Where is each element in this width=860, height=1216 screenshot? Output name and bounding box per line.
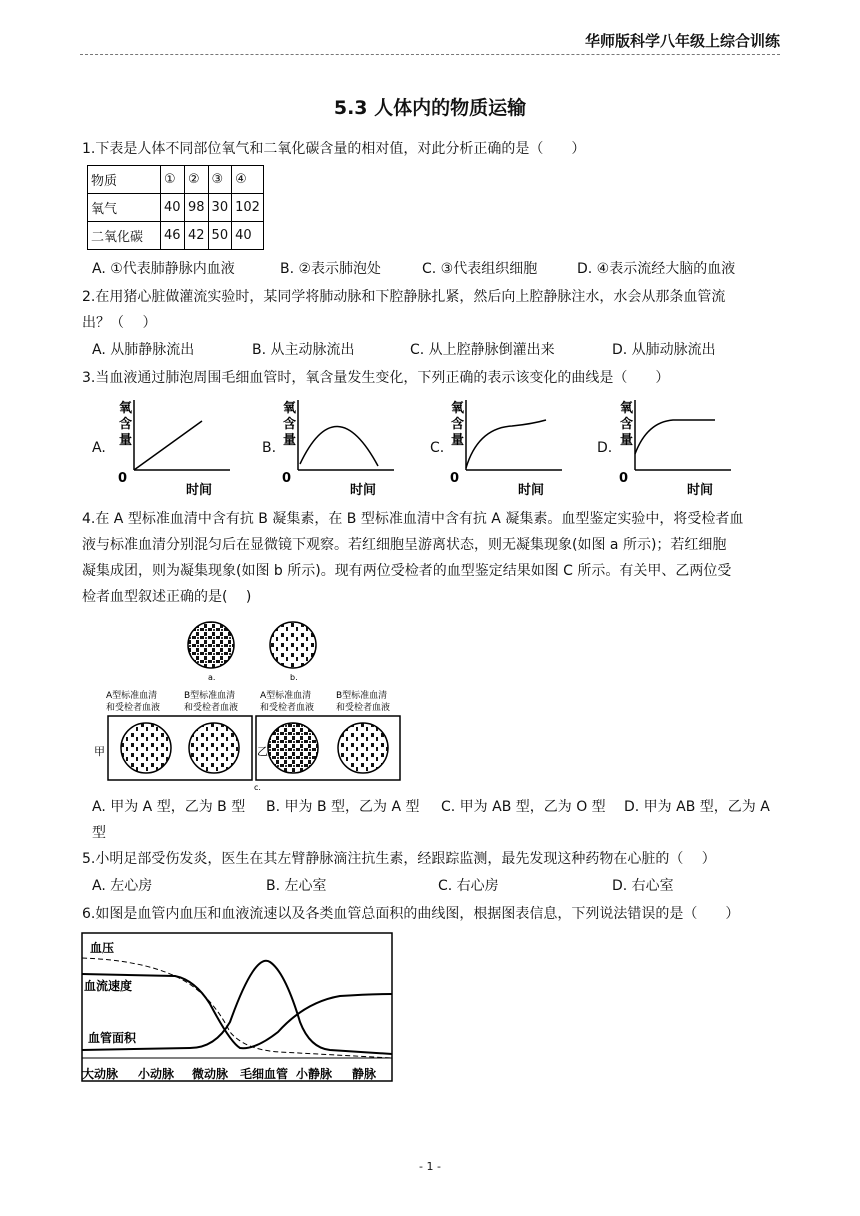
question-2-stem bbox=[82, 284, 782, 336]
question-4-line: 液与标准血清分别混匀后在显微镜下观察。若红细胞呈游离状态，则无凝集现象(如图 a 所示)；若红细胞 bbox=[82, 537, 727, 553]
curve-c bbox=[466, 420, 546, 468]
option-d[interactable]: D. 右心室 bbox=[612, 878, 674, 894]
vessel-label: 毛细血管 bbox=[240, 1067, 289, 1081]
option-c[interactable]: C. ③代表组织细胞 bbox=[422, 261, 538, 277]
svg-text:时间: 时间 bbox=[350, 483, 377, 498]
curve-d bbox=[635, 420, 715, 454]
graph-d-svg bbox=[611, 398, 741, 498]
svg-text:氧: 氧 bbox=[620, 401, 634, 416]
y-axis-label-3: 量 bbox=[119, 433, 133, 448]
label-area: 血管面积 bbox=[88, 1031, 137, 1045]
sample-b bbox=[270, 622, 316, 668]
oxygen-co2-table bbox=[87, 165, 264, 250]
svg-text:时间: 时间 bbox=[687, 483, 714, 498]
curve-a bbox=[134, 421, 202, 470]
table-cell: 98 bbox=[185, 194, 209, 222]
option-d-wrap: 型 bbox=[92, 825, 106, 841]
table-cell: ① bbox=[161, 166, 185, 194]
graph-c-svg bbox=[442, 398, 572, 498]
label-c: c. bbox=[254, 783, 261, 792]
option-b[interactable]: B. 甲为 B 型，乙为 A 型 bbox=[266, 799, 420, 815]
svg-text:含: 含 bbox=[620, 417, 634, 432]
question-1-options bbox=[92, 258, 782, 280]
blood-vessel-graph bbox=[80, 932, 394, 1084]
option-a[interactable]: A. ①代表肺静脉内血液 bbox=[92, 261, 235, 277]
vessel-label: 大动脉 bbox=[82, 1067, 119, 1081]
option-c[interactable]: C. 从上腔静脉倒灌出来 bbox=[410, 342, 555, 358]
table-row bbox=[88, 194, 264, 222]
table-cell: 50 bbox=[208, 222, 232, 250]
option-b[interactable]: B. ②表示肺泡处 bbox=[280, 261, 382, 277]
option-d[interactable]: D. 从肺动脉流出 bbox=[612, 342, 716, 358]
col-label: 和受检者血液 bbox=[260, 703, 315, 713]
label-jia: 甲 bbox=[94, 745, 105, 758]
option-a[interactable]: A. 从肺静脉流出 bbox=[92, 342, 195, 358]
origin-label: 0 bbox=[118, 471, 128, 486]
table-cell: 46 bbox=[161, 222, 185, 250]
graph-a-svg bbox=[110, 398, 240, 498]
vessel-label: 小动脉 bbox=[138, 1067, 175, 1081]
table-cell: 二氧化碳 bbox=[88, 222, 161, 250]
svg-text:氧: 氧 bbox=[451, 401, 465, 416]
page-number: - 1 - bbox=[419, 1160, 441, 1173]
vessel-label: 静脉 bbox=[352, 1067, 377, 1081]
table-cell: 30 bbox=[208, 194, 232, 222]
option-a[interactable]: A. 左心房 bbox=[92, 878, 153, 894]
question-4-stem bbox=[82, 506, 782, 610]
blood-type-figure bbox=[80, 612, 410, 792]
col-label: 和受检者血液 bbox=[106, 703, 161, 713]
table-cell: 42 bbox=[185, 222, 209, 250]
label-a: a. bbox=[208, 673, 216, 682]
question-5-options bbox=[92, 875, 782, 897]
curve-b bbox=[300, 426, 378, 466]
y-axis-label-1: 氧 bbox=[119, 401, 133, 416]
table-cell: 40 bbox=[161, 194, 185, 222]
table-header-row bbox=[88, 166, 264, 194]
graph-letter: A. bbox=[92, 440, 106, 456]
table-row bbox=[88, 222, 264, 250]
option-d[interactable]: D. 甲为 AB 型，乙为 A bbox=[624, 799, 770, 815]
question-4-options bbox=[92, 796, 782, 818]
option-d[interactable]: D. ④表示流经大脑的血液 bbox=[577, 261, 736, 277]
vessel-label: 微动脉 bbox=[192, 1067, 229, 1081]
y-axis-label-2: 含 bbox=[119, 417, 133, 432]
svg-text:时间: 时间 bbox=[518, 483, 545, 498]
option-c[interactable]: C. 右心房 bbox=[438, 878, 499, 894]
table-cell: 102 bbox=[232, 194, 264, 222]
label-pressure: 血压 bbox=[90, 941, 115, 955]
question-4-line: 4.在 A 型标准血清中含有抗 B 凝集素，在 B 型标准血清中含有抗 A 凝集素。血型鉴定实验中，将受检者血 bbox=[82, 511, 744, 527]
label-b: b. bbox=[290, 673, 298, 682]
label-yi: 乙 bbox=[257, 745, 268, 758]
svg-text:0: 0 bbox=[282, 471, 292, 486]
graph-letter: C. bbox=[430, 440, 445, 456]
table-cell: ② bbox=[185, 166, 209, 194]
graph-letter: D. bbox=[597, 440, 613, 456]
question-6-stem: 6.如图是血管内血压和血液流速以及各类血管总面积的曲线图，根据图表信息，下列说法错误的是（ ） bbox=[82, 906, 740, 922]
option-c[interactable]: C. 甲为 AB 型，乙为 O 型 bbox=[441, 799, 606, 815]
question-1-stem: 1.下表是人体不同部位氧气和二氧化碳含量的相对值，对此分析正确的是（ ） bbox=[82, 141, 586, 157]
sample-a bbox=[188, 622, 234, 668]
question-5-stem: 5.小明足部受伤发炎，医生在其左臂静脉滴注抗生素，经跟踪监测，最先发现这种药物在心脏的（ ） bbox=[82, 851, 716, 867]
col-label: A型标准血清 bbox=[106, 691, 158, 701]
option-a[interactable]: A. 甲为 A 型，乙为 B 型 bbox=[92, 799, 246, 815]
svg-text:量: 量 bbox=[451, 433, 465, 448]
page-header: 华师版科学八年级上综合训练 bbox=[80, 28, 780, 55]
svg-text:氧: 氧 bbox=[283, 401, 297, 416]
page-title: 5.3 人体内的物质运输 bbox=[333, 97, 527, 119]
table-cell: 40 bbox=[232, 222, 264, 250]
col-label: B型标准血清 bbox=[336, 691, 388, 701]
col-label: 和受检者血液 bbox=[184, 703, 239, 713]
question-4-line: 凝集成团，则为凝集现象(如图 b 所示)。现有两位受检者的血型鉴定结果如图 C 所示。有关甲、乙两位受 bbox=[82, 563, 732, 579]
svg-text:0: 0 bbox=[619, 471, 629, 486]
question-3-stem: 3.当血液通过肺泡周围毛细血管时，氧含量发生变化，下列正确的表示该变化的曲线是（ ） bbox=[82, 370, 670, 386]
option-b[interactable]: B. 左心室 bbox=[266, 878, 327, 894]
graph-letter: B. bbox=[262, 440, 277, 456]
svg-text:量: 量 bbox=[283, 433, 297, 448]
table-cell: 氧气 bbox=[88, 194, 161, 222]
question-4-line: 检者血型叙述正确的是( ) bbox=[82, 589, 252, 605]
svg-text:0: 0 bbox=[450, 471, 460, 486]
svg-text:含: 含 bbox=[283, 417, 297, 432]
table-cell: ③ bbox=[208, 166, 232, 194]
question-2-line-1: 2.在用猪心脏做灌流实验时，某同学将肺动脉和下腔静脉扎紧，然后向上腔静脉注水，水会从那条血管流 bbox=[82, 289, 726, 305]
graph-b-svg bbox=[274, 398, 404, 498]
question-2-options bbox=[92, 339, 782, 361]
vessel-label: 小静脉 bbox=[296, 1067, 333, 1081]
option-b[interactable]: B. 从主动脉流出 bbox=[252, 342, 355, 358]
col-label: B型标准血清 bbox=[184, 691, 236, 701]
label-speed: 血流速度 bbox=[84, 979, 133, 993]
question-2-line-2: 出？（ ） bbox=[82, 315, 157, 331]
col-label: 和受检者血液 bbox=[336, 703, 391, 713]
svg-text:含: 含 bbox=[451, 417, 465, 432]
table-cell: ④ bbox=[232, 166, 264, 194]
svg-text:量: 量 bbox=[620, 433, 634, 448]
question-4-option-wrap bbox=[92, 822, 782, 844]
table-cell: 物质 bbox=[88, 166, 161, 194]
x-axis-label: 时间 bbox=[186, 483, 213, 498]
col-label: A型标准血清 bbox=[260, 691, 312, 701]
